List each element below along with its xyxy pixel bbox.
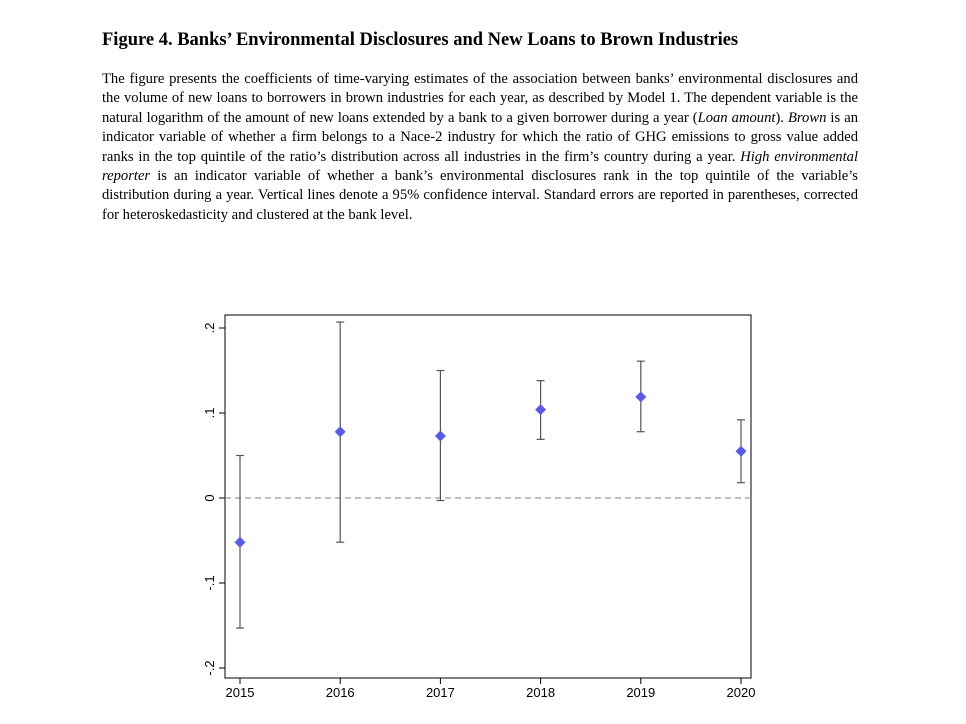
x-tick-label: 2020 <box>726 685 756 700</box>
caption-text-2: ). <box>775 109 788 126</box>
point-estimate-marker <box>635 391 646 402</box>
caption-brown: Brown <box>788 109 827 126</box>
point-estimate-marker <box>235 537 246 548</box>
y-tick-label: -.2 <box>202 660 217 676</box>
caption-text-1: The figure presents the coefficients of time-varying estimates of the association between banks’ environmental disclosures and the volume of new loans to borrowers in brown industries for each year, as described by Model 1. The dependent variable is the natural logarithm of the amount of new loans extended by a bank to a given borrower during a year ( <box>102 71 858 126</box>
y-tick-label: .2 <box>202 322 217 334</box>
y-tick-label: .1 <box>202 407 217 419</box>
x-tick-label: 2018 <box>526 685 556 700</box>
y-tick-label: -.1 <box>202 575 217 591</box>
x-tick-label: 2016 <box>325 685 355 700</box>
caption-loan-amount: Loan amount <box>697 109 776 126</box>
figure-title: Figure 4. Banks’ Environmental Disclosures and New Loans to Brown Industries <box>102 30 739 50</box>
x-tick-label: 2015 <box>225 685 255 700</box>
point-estimate-marker <box>736 446 747 457</box>
caption-text-3: is an indicator variable of whether a firm belongs to a Nace-2 industry for which the ratio of GHG emissions to gross value added ranks in the top quintile of the ratio’s distribution across all industries in the firm’s country during a year. <box>102 109 858 165</box>
x-tick-label: 2017 <box>425 685 455 700</box>
plot-frame <box>225 315 751 678</box>
point-estimate-marker <box>435 430 446 441</box>
caption-high-env: High environmental reporter <box>102 148 858 185</box>
point-estimate-marker <box>535 404 546 415</box>
x-tick-label: 2019 <box>626 685 656 700</box>
caption-text-4: is an indicator variable of whether a bank’s environmental disclosures rank in the top quintile of the variable’s distribution during a year. Vertical lines denote a 95% confidence interval. Standard errors are reported in parentheses, corrected for heteroskedasticity and clustered at the bank level. <box>102 168 858 223</box>
point-estimate-marker <box>335 426 346 437</box>
y-tick-label: 0 <box>202 494 217 502</box>
